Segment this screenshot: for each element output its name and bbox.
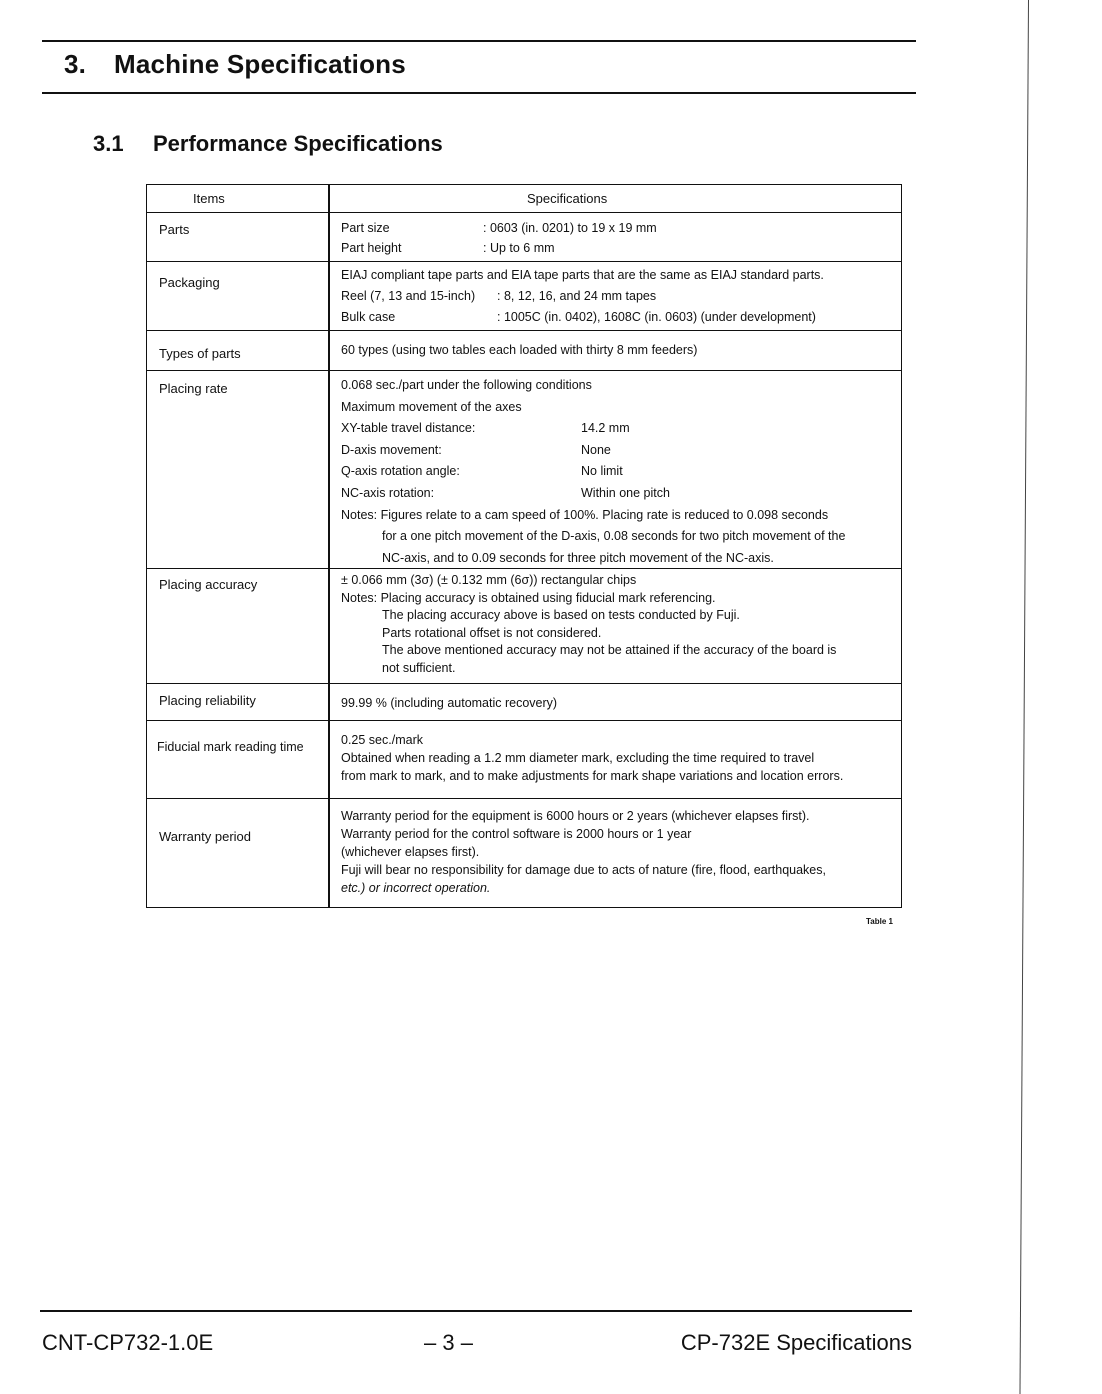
spec-line: Warranty period for the equipment is 6000 hours or 2 years (whichever elapses first). <box>341 809 810 823</box>
table-row <box>147 370 901 569</box>
spec-line: NC-axis, and to 0.09 seconds for three pitch movement of the NC-axis. <box>382 550 774 565</box>
spec-key: Reel (7, 13 and 15-inch) <box>341 289 476 303</box>
spec-line <box>341 440 895 462</box>
spec-line: 60 types (using two tables each loaded with thirty 8 mm feeders) <box>341 343 698 357</box>
footer-title: CP-732E Specifications <box>680 1330 912 1355</box>
table-row <box>147 798 901 909</box>
spec-key: Q-axis rotation angle: <box>341 464 460 479</box>
spec-line <box>341 218 895 238</box>
table-row <box>147 212 901 262</box>
spec-line: 0.068 sec./part under the following conditions <box>341 378 592 392</box>
spec-value: 14.2 mm <box>581 421 630 436</box>
heading-rule <box>42 92 916 94</box>
table-row <box>147 261 901 331</box>
spec-line: Parts rotational offset is not considered. <box>382 625 602 640</box>
row-specification <box>341 807 895 897</box>
spec-value: None <box>581 442 611 457</box>
spec-line <box>341 461 895 483</box>
row-item-label: Warranty period <box>159 829 251 844</box>
spec-key: Part size <box>341 221 390 235</box>
spec-line: Warranty period for the control software is 2000 hours or 1 year <box>341 827 692 841</box>
spec-line: (whichever elapses first). <box>341 845 480 859</box>
subsection-heading: 3.1 Performance Specifications <box>93 131 443 156</box>
spec-line <box>341 238 895 258</box>
spec-line: Maximum movement of the axes <box>341 399 522 414</box>
spec-line <box>341 307 895 328</box>
spec-line: The placing accuracy above is based on tests conducted by Fuji. <box>382 608 740 622</box>
row-item-label: Placing accuracy <box>159 577 258 592</box>
row-specification <box>341 572 895 677</box>
spec-value: : 1005C (in. 0402), 1608C (in. 0603) (under development) <box>497 310 816 324</box>
spec-line <box>341 286 895 307</box>
row-specification <box>341 731 895 785</box>
spec-line: Notes: Placing accuracy is obtained using fiducial mark referencing. <box>341 590 716 605</box>
spec-value: : 0603 (in. 0201) to 19 x 19 mm <box>483 221 657 235</box>
row-specification <box>341 340 895 360</box>
spec-line: Notes: Figures relate to a cam speed of 100%. Placing rate is reduced to 0.098 seconds <box>341 507 829 522</box>
row-item-label: Placing reliability <box>159 693 256 708</box>
spec-line: etc.) or incorrect operation. <box>341 881 491 895</box>
spec-key: Part height <box>341 241 402 255</box>
table-row <box>147 568 901 684</box>
footer-rule <box>40 1310 912 1312</box>
row-item-label: Types of parts <box>159 346 241 361</box>
spec-line: The above mentioned accuracy may not be attained if the accuracy of the board is <box>382 643 837 657</box>
spec-line <box>341 483 895 505</box>
table-row <box>147 720 901 799</box>
top-rule <box>42 40 916 42</box>
row-item-label: Fiducial mark reading time <box>157 740 304 754</box>
table-row <box>147 330 901 371</box>
spec-key: D-axis movement: <box>341 442 442 457</box>
spec-line: 99.99 % (including automatic recovery) <box>341 696 558 710</box>
spec-line: not sufficient. <box>382 660 456 675</box>
spec-line: for a one pitch movement of the D-axis, 0.08 seconds for two pitch movement of the <box>382 529 846 544</box>
footer-page-number: – 3 – <box>424 1330 473 1355</box>
spec-line: Obtained when reading a 1.2 mm diameter mark, excluding the time required to travel <box>341 751 815 765</box>
spec-line: Fuji will bear no responsibility for damage due to acts of nature (fire, flood, earthquakes, <box>341 863 826 877</box>
table-caption: Table 1 <box>866 917 893 926</box>
section-heading: 3. Machine Specifications <box>64 49 406 79</box>
spec-key: Bulk case <box>341 310 396 324</box>
row-item-label: Placing rate <box>159 381 228 396</box>
scan-edge-line <box>1019 0 1029 1394</box>
row-specification <box>341 265 895 328</box>
spec-line: EIAJ compliant tape parts and EIA tape parts that are the same as EIAJ standard parts. <box>341 268 824 282</box>
spec-value: Within one pitch <box>581 485 670 500</box>
spec-table <box>146 184 902 908</box>
header-items: Items <box>193 191 225 206</box>
spec-line <box>341 418 895 440</box>
row-specification <box>341 693 895 713</box>
spec-key: NC-axis rotation: <box>341 485 435 500</box>
spec-line: ± 0.066 mm (3σ) (± 0.132 mm (6σ)) rectangular chips <box>341 573 637 587</box>
row-specification <box>341 218 895 258</box>
spec-value: : Up to 6 mm <box>483 241 555 255</box>
footer-doc-id: CNT-CP732-1.0E <box>42 1330 214 1355</box>
spec-key: XY-table travel distance: <box>341 421 476 436</box>
row-specification <box>341 375 895 569</box>
spec-line: from mark to mark, and to make adjustments for mark shape variations and location errors. <box>341 769 844 783</box>
header-specifications: Specifications <box>527 191 608 206</box>
row-item-label: Packaging <box>159 275 220 290</box>
spec-value: : 8, 12, 16, and 24 mm tapes <box>497 289 657 303</box>
row-item-label: Parts <box>159 222 190 237</box>
table-row <box>147 683 901 721</box>
spec-line: 0.25 sec./mark <box>341 733 423 747</box>
spec-value: No limit <box>581 464 623 479</box>
